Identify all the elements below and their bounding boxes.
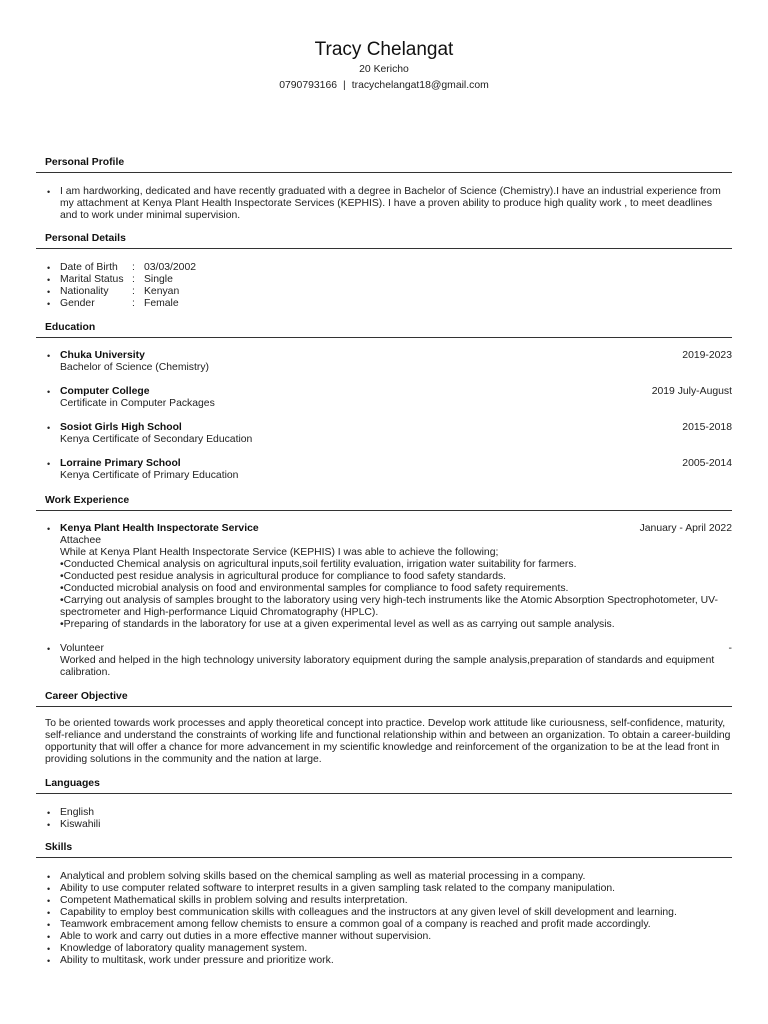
detail-colon: : (132, 286, 135, 297)
work-list (36, 523, 732, 679)
skill-item: • Ability to use computer related software to interpret results in a given sampling task related to the company manipulation. (36, 883, 732, 895)
qualification: Kenya Certificate of Primary Education (60, 470, 239, 481)
languages-list (36, 807, 732, 831)
skill-item: • Knowledge of laboratory quality management system. (36, 943, 732, 955)
education-list (36, 350, 732, 482)
section-personal-profile (36, 156, 732, 222)
detail-value: Kenyan (144, 286, 180, 297)
skill-item: • Able to work and carry out duties in a more effective manner without supervision. (36, 931, 732, 943)
education-date: 2005-2014 (682, 458, 732, 469)
work-description: Worked and helped in the high technology university laboratory equipment during the sample analysis,preparation of standards and equipment calibration. (60, 655, 715, 678)
section-title: Career Objective (36, 690, 732, 707)
profile-text: • I am hardworking, dedicated and have recently graduated with a degree in Bachelor of Science (Chemistry).I have an industrial experience from my attachment at Kenya Plant Health Inspectorate Services (KEPHIS). I have a proven ability to produce high quality work , to meet deadlines and to work under minimal supervision. (36, 186, 732, 222)
work-item (36, 523, 732, 631)
detail-item (36, 274, 732, 286)
work-date: January - April 2022 (639, 523, 732, 534)
qualification: Kenya Certificate of Secondary Education (60, 434, 253, 445)
skill-item: • Capability to employ best communication skills with colleagues and the instructors at any given level of skill development and learning. (36, 907, 732, 919)
work-line: •Preparing of standards in the laboratory for use at a given experimental level as well as as carrying out sample analysis. (60, 619, 615, 630)
language-item: • Kiswahili (36, 819, 732, 831)
profile-list (36, 186, 732, 222)
education-date: 2019 July-August (651, 386, 732, 397)
address: 20 Kericho (359, 64, 409, 75)
organization-name: • Kenya Plant Health Inspectorate Service (60, 523, 259, 534)
qualification: Bachelor of Science (Chemistry) (60, 362, 209, 373)
school-name: • Computer College (60, 386, 150, 397)
work-line: While at Kenya Plant Health Inspectorate Service (KEPHIS) I was able to achieve the following; (60, 547, 499, 558)
school-name: • Lorraine Primary School (60, 458, 181, 469)
detail-key: • Gender (60, 298, 95, 309)
contact-separator: | (343, 80, 346, 91)
education-item (36, 386, 732, 410)
detail-value: Single (144, 274, 173, 285)
skill-item: • Teamwork embracement among fellow chemists to ensure a common goal of a company is reached and profit made accordingly. (36, 919, 732, 931)
details-list (36, 262, 732, 310)
detail-key: • Date of Birth (60, 262, 118, 273)
detail-value: 03/03/2002 (144, 262, 197, 273)
work-item (36, 643, 732, 679)
detail-item (36, 262, 732, 274)
skill-item: • Analytical and problem solving skills based on the chemical sampling as well as material processing in a company. (36, 871, 732, 883)
detail-value: Female (144, 298, 179, 309)
detail-colon: : (132, 262, 135, 273)
section-skills (36, 841, 732, 967)
work-line: •Conducted Chemical analysis on agricultural inputs,soil fertility evaluation, irrigation water suitability for farmers. (60, 559, 577, 570)
detail-key: • Nationality (60, 286, 109, 297)
skills-list (36, 871, 732, 967)
detail-key: • Marital Status (60, 274, 124, 285)
work-role: Attachee (60, 535, 102, 546)
email-address: tracychelangat18@gmail.com (351, 80, 489, 91)
section-title: Personal Profile (36, 156, 732, 173)
candidate-name: Tracy Chelangat (314, 39, 454, 60)
education-item (36, 458, 732, 482)
career-objective-text: To be oriented towards work processes and apply theoretical concept into practice. Develop work attitude like curiousness, self-confidence, maturity, self-reliance and understand the constraints of working life and functional relationship within and between an organization. To obtain a career-building opportunity that will offer a chance for more advancement in my scientific knowledge and reinforcement of the organization to be at the lead front in providing solutions in the community and the nation at large. (45, 718, 731, 765)
work-line: •Conducted pest residue analysis in agricultural produce for compliance to food safety standards. (60, 571, 507, 582)
work-role: • Volunteer (60, 643, 104, 654)
education-item (36, 422, 732, 446)
qualification: Certificate in Computer Packages (60, 398, 215, 409)
detail-item (36, 286, 732, 298)
section-title: Skills (36, 841, 732, 858)
section-education (36, 321, 732, 482)
language-item: • English (36, 807, 732, 819)
school-name: • Chuka University (60, 350, 145, 361)
resume-header (0, 0, 768, 93)
school-name: • Sosiot Girls High School (60, 422, 182, 433)
section-work-experience (36, 494, 732, 679)
work-line: •Carrying out analysis of samples brought to the laboratory using very high-tech instruments like the Atomic Absorption Spectrophotometer, UV-spectrometer and High-performance Liquid Chromatography (HPLC). (60, 595, 719, 618)
detail-item (36, 298, 732, 310)
contact-line (0, 79, 768, 93)
section-title: Personal Details (36, 232, 732, 249)
skill-item: • Competent Mathematical skills in problem solving and results interpretation. (36, 895, 732, 907)
detail-colon: : (132, 274, 135, 285)
section-career-objective (36, 690, 732, 766)
skill-item: • Ability to multitask, work under pressure and prioritize work. (36, 955, 732, 967)
section-personal-details (36, 232, 732, 310)
section-title: Languages (36, 777, 732, 794)
education-item (36, 350, 732, 374)
work-line: •Conducted microbial analysis on food and environmental samples for compliance to food safety requirements. (60, 583, 569, 594)
section-title: Education (36, 321, 732, 338)
section-title: Work Experience (36, 494, 732, 511)
work-date: - (728, 643, 732, 654)
education-date: 2019-2023 (682, 350, 732, 361)
detail-colon: : (132, 298, 135, 309)
section-languages (36, 777, 732, 831)
phone-number: 0790793166 (279, 80, 338, 91)
education-date: 2015-2018 (682, 422, 732, 433)
